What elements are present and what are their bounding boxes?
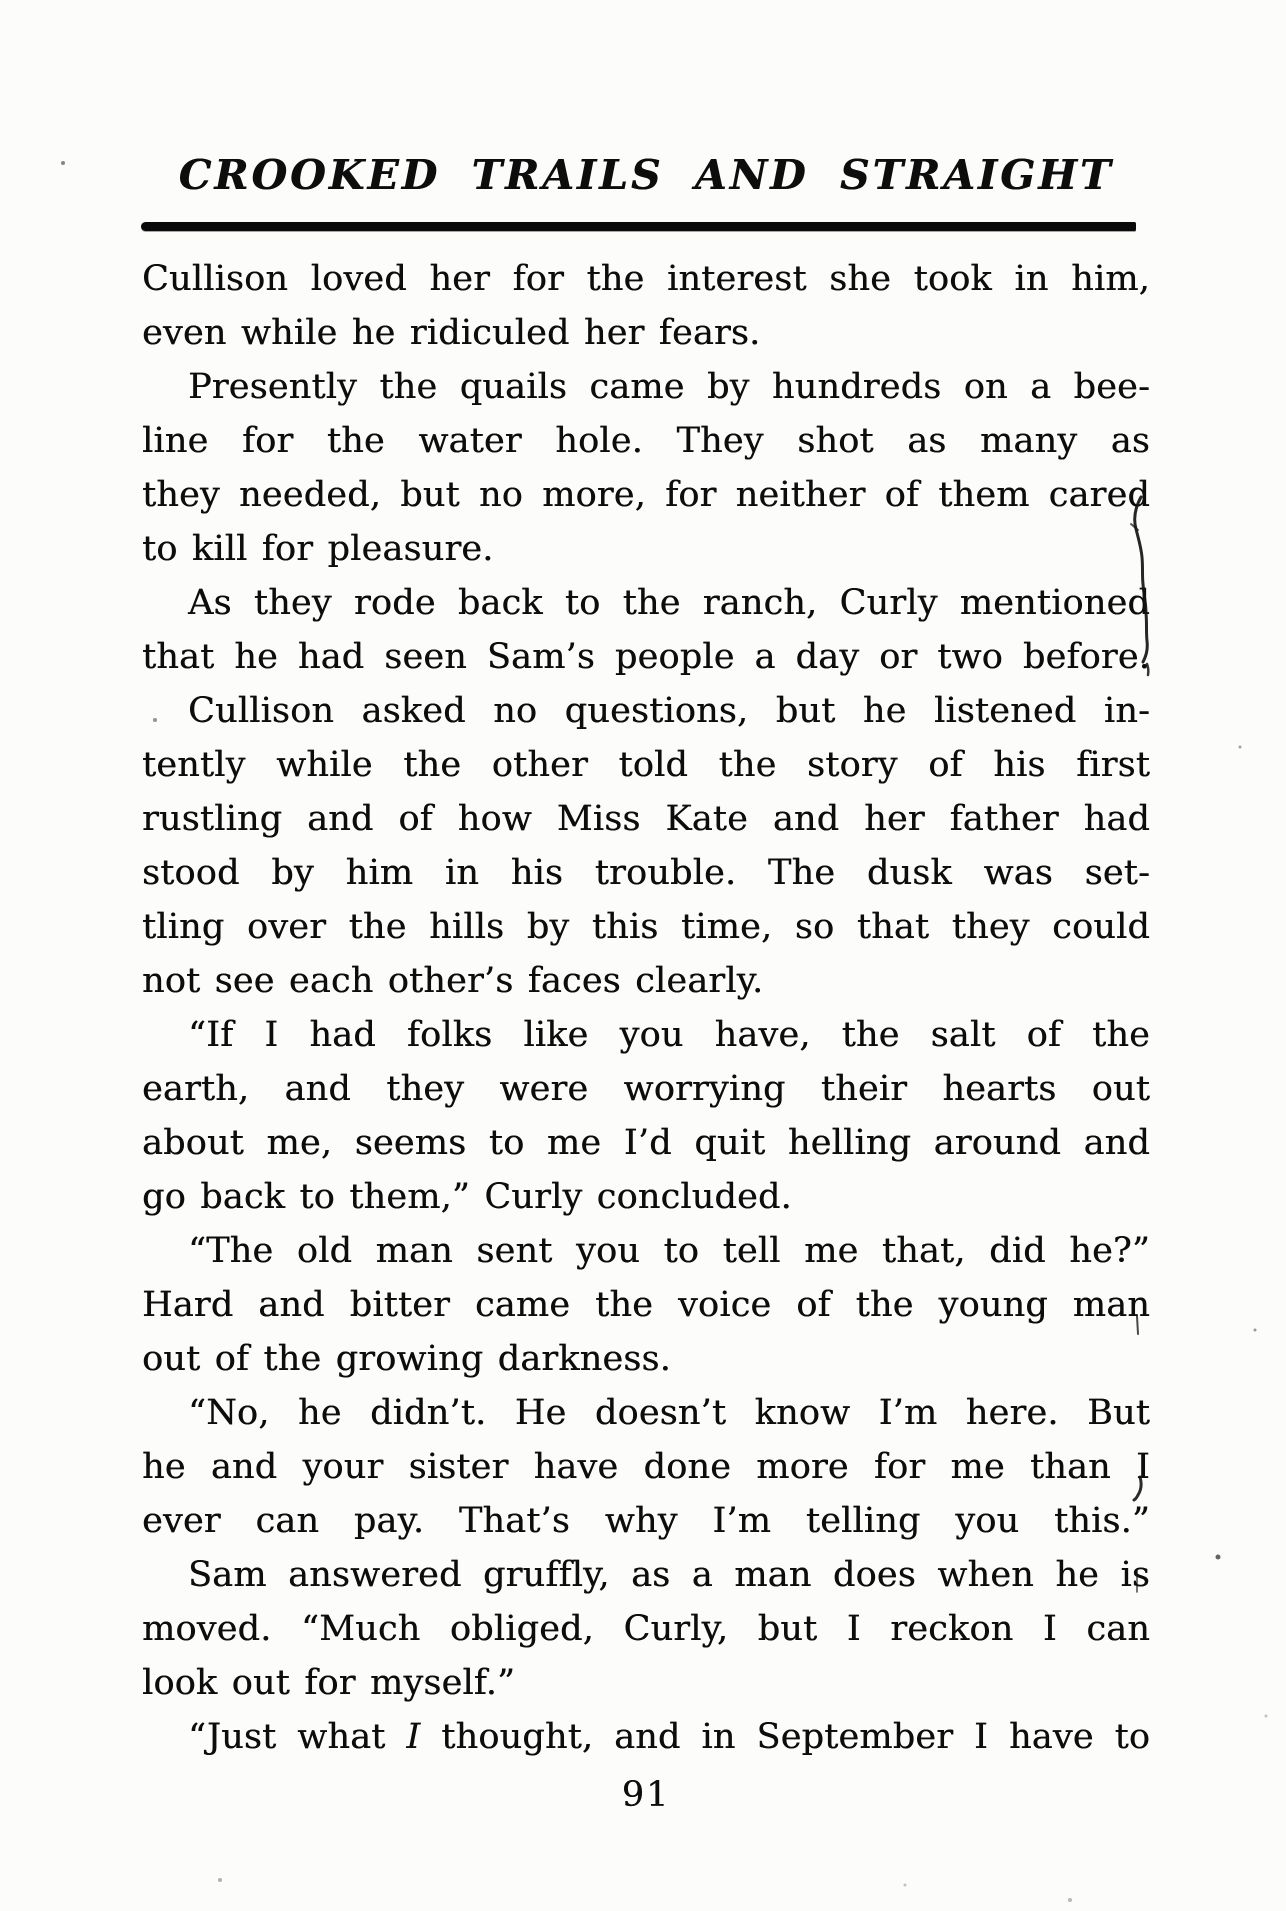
text-line: line for the water hole. They shot as many as: [142, 421, 1150, 461]
ink-speck-artifact: [61, 161, 65, 165]
text-line: out of the growing darkness.: [142, 1339, 671, 1379]
header-rule: [141, 222, 1136, 231]
running-header: CROOKED TRAILS AND STRAIGHT: [178, 151, 1114, 199]
text-line: tling over the hills by this time, so that they could: [142, 907, 1150, 947]
text-line: to kill for pleasure.: [142, 529, 494, 569]
text-line: they needed, but no more, for neither of them cared: [142, 475, 1150, 515]
text-line: “If I had folks like you have, the salt of the: [188, 1015, 1150, 1055]
text-line: not see each other’s faces clearly.: [142, 961, 764, 1001]
text-line: he and your sister have done more for me than I: [142, 1447, 1150, 1487]
text-line: look out for myself.”: [142, 1663, 516, 1703]
text-line: Sam answered gruffly, as a man does when he is: [188, 1555, 1150, 1595]
ink-speck-artifact: [904, 1884, 907, 1887]
ink-speck-artifact: [218, 1878, 222, 1882]
page-number: 91: [621, 1775, 671, 1815]
text-line: stood by him in his trouble. The dusk was set-: [142, 853, 1150, 893]
text-line: ever can pay. That’s why I’m telling you this.”: [142, 1501, 1150, 1541]
body-text: [142, 252, 1150, 1764]
text-line: Hard and bitter came the voice of the young man: [142, 1285, 1150, 1325]
text-line: that he had seen Sam’s people a day or two before.: [142, 637, 1150, 677]
text-line: moved. “Much obliged, Curly, but I reckon I can: [142, 1609, 1150, 1649]
text-line: Cullison loved her for the interest she took in him,: [142, 259, 1150, 299]
text-line: earth, and they were worrying their hearts out: [142, 1069, 1150, 1109]
text-line: even while he ridiculed her fears.: [142, 313, 761, 353]
text-line: As they rode back to the ranch, Curly mentioned: [188, 583, 1150, 623]
text-line: Cullison asked no questions, but he listened in-: [188, 691, 1150, 731]
text-line: go back to them,” Curly concluded.: [142, 1177, 792, 1217]
text-line: rustling and of how Miss Kate and her father had: [142, 799, 1150, 839]
ink-speck-artifact: [1254, 1329, 1257, 1332]
text-line: tently while the other told the story of his first: [142, 745, 1150, 785]
ink-speck-artifact: [1068, 1898, 1072, 1902]
ink-speck-artifact: [1216, 1555, 1221, 1560]
text-line: “Just what I thought, and in September I have to: [188, 1717, 1151, 1757]
text-line: “No, he didn’t. He doesn’t know I’m here. But: [188, 1393, 1150, 1433]
ink-speck-artifact: [1239, 746, 1242, 749]
text-line: “The old man sent you to tell me that, did he?”: [188, 1231, 1150, 1271]
ink-speck-artifact: [1265, 1715, 1268, 1718]
text-line: about me, seems to me I’d quit helling around and: [142, 1123, 1150, 1163]
text-line: Presently the quails came by hundreds on a bee-: [188, 367, 1150, 407]
